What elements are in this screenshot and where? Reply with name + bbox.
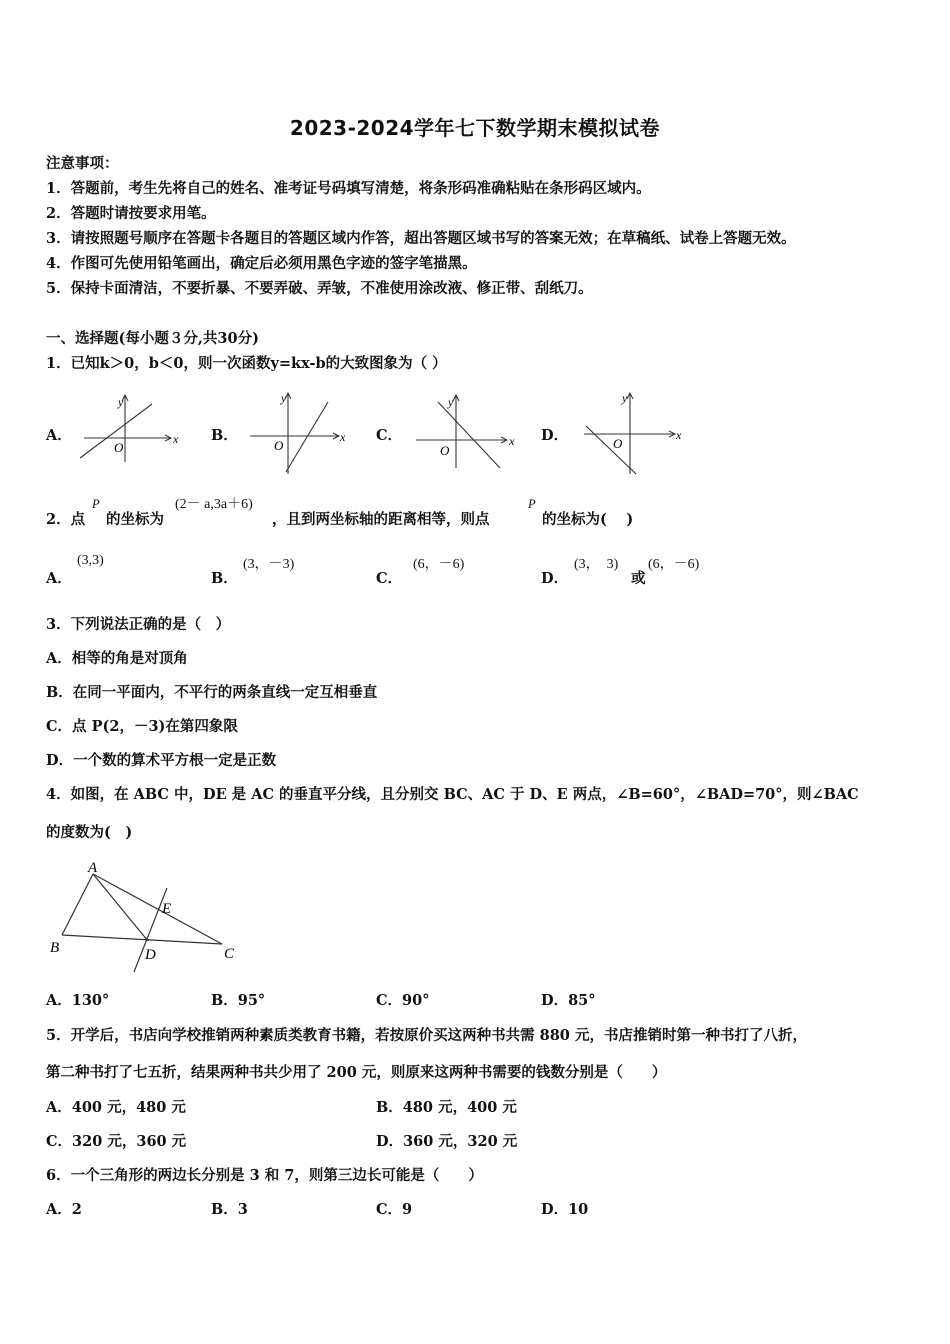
q5-option: C．320 元，360 元	[46, 1133, 187, 1150]
y-axis-label: y	[622, 391, 628, 405]
origin-label: O	[274, 438, 284, 453]
q3-option: B．在同一平面内，不平行的两条直线一定互相垂直	[46, 684, 378, 701]
q1-stem: 1．已知k＞0，b＜0，则一次函数y=kx-b的大致图象为（ ）	[46, 355, 447, 372]
q1-graph-a	[76, 392, 186, 464]
q2-stem-part: 2．点	[46, 511, 86, 528]
q4-stem-line1: 4．如图，在 ABC 中，DE 是 AC 的垂直平分线，且分别交 BC、AC 于 D、E 两点，∠B=60°，∠BAD=70°，则∠BAC	[46, 786, 859, 803]
q6-option: C．9	[376, 1201, 413, 1218]
notice-item: 2．答题时请按要求用笔。	[46, 205, 216, 222]
q1-option-d-label: D．	[541, 427, 569, 444]
q3-option: D．一个数的算术平方根一定是正数	[46, 752, 277, 769]
q2-option-a-label: A．	[46, 570, 72, 587]
q1-graph-b	[244, 390, 354, 476]
q1-option-b-label: B．	[211, 427, 238, 444]
vertex-b-label: B	[50, 940, 60, 956]
y-axis-label: y	[281, 391, 287, 405]
q6-option: D．10	[541, 1201, 589, 1218]
q1-option-c-label: C．	[376, 427, 403, 444]
notice-item: 4．作图可先使用铅笔画出，确定后必须用黑色字迹的签字笔描黑。	[46, 255, 477, 272]
q6-option: A．2	[46, 1201, 82, 1218]
notice-item: 1．答题前，考生先将自己的姓名、准考证号码填写清楚，将条形码准确粘贴在条形码区域内。	[46, 180, 651, 197]
vertex-a-label: A	[88, 860, 98, 876]
q6-stem: 6．一个三角形的两边长分别是 3 和 7，则第三边长可能是（ ）	[46, 1167, 483, 1184]
q3-option: C．点 P(2，－3)在第四象限	[46, 718, 238, 735]
q4-option: B．95°	[211, 992, 266, 1009]
y-axis-label: y	[118, 395, 124, 409]
q2-option-d-or: 或	[631, 570, 646, 587]
q2-option-b-label: B．	[211, 570, 238, 587]
q2-option-d-value2: (6，－6)	[648, 557, 700, 572]
notice-item: 3．请按照题号顺序在答题卡各题目的答题区域内作答，超出答题区域书写的答案无效；在草稿纸、试卷上答题无效。	[46, 230, 796, 247]
point-d-label: D	[145, 947, 156, 963]
origin-label: O	[613, 436, 623, 451]
vertex-c-label: C	[224, 946, 235, 962]
notice-heading: 注意事项：	[46, 155, 119, 172]
q1-option-a-label: A．	[46, 427, 72, 444]
q4-option: C．90°	[376, 992, 430, 1009]
x-axis-label: x	[340, 430, 346, 444]
q3-option: A．相等的角是对顶角	[46, 650, 188, 667]
q2-option-b-value: (3，－3)	[243, 557, 295, 572]
q2-stem-part: 的坐标为( )	[542, 511, 634, 528]
q4-triangle-figure	[44, 852, 244, 980]
q5-option: D．360 元，320 元	[376, 1133, 518, 1150]
q2-stem-part: ，且到两坐标轴的距离相等，则点	[272, 511, 490, 528]
q5-option: A．400 元，480 元	[46, 1099, 186, 1116]
q2-option-a-value: (3,3)	[77, 553, 104, 568]
q2-stem-part: 的坐标为	[106, 511, 164, 528]
q2-option-d-value: (3， 3)	[574, 557, 619, 572]
point-e-label: E	[162, 901, 172, 917]
x-axis-label: x	[509, 434, 515, 448]
y-axis-label: y	[448, 395, 454, 409]
q5-option: B．480 元，400 元	[376, 1099, 517, 1116]
q2-option-c-value: (6，－6)	[413, 557, 465, 572]
q2-point-p: P	[92, 497, 100, 511]
q2-option-c-label: C．	[376, 570, 403, 587]
q6-option: B．3	[211, 1201, 248, 1218]
q4-option: A．130°	[46, 992, 110, 1009]
q2-option-d-label: D．	[541, 570, 569, 587]
q3-stem: 3．下列说法正确的是（ ）	[46, 616, 231, 633]
q4-stem-line2: 的度数为( )	[46, 824, 133, 841]
notice-item: 5．保持卡面清洁，不要折暴、不要弄破、弄皱，不准使用涂改液、修正带、刮纸刀。	[46, 280, 593, 297]
origin-label: O	[440, 443, 450, 458]
x-axis-label: x	[676, 428, 682, 442]
q4-option: D．85°	[541, 992, 596, 1009]
section-heading: 一、选择题(每小题３分,共30分)	[46, 330, 259, 347]
q2-coordinate: (2－ a,3a＋6)	[175, 497, 253, 512]
x-axis-label: x	[173, 432, 179, 446]
q5-stem-line1: 5．开学后，书店向学校推销两种素质类教育书籍，若按原价买这两种书共需 880 元，书店推销时第一种书打了八折，	[46, 1027, 807, 1044]
q5-stem-line2: 第二种书打了七五折，结果两种书共少用了 200 元，则原来这两种书需要的钱数分别是（ ）	[46, 1064, 667, 1081]
q1-graph-d	[580, 390, 690, 478]
page-title: 2023-2024学年七下数学期末模拟试卷	[289, 116, 661, 140]
origin-label: O	[114, 440, 124, 455]
q2-point-p: P	[528, 497, 536, 511]
q1-graph-c	[412, 392, 522, 472]
